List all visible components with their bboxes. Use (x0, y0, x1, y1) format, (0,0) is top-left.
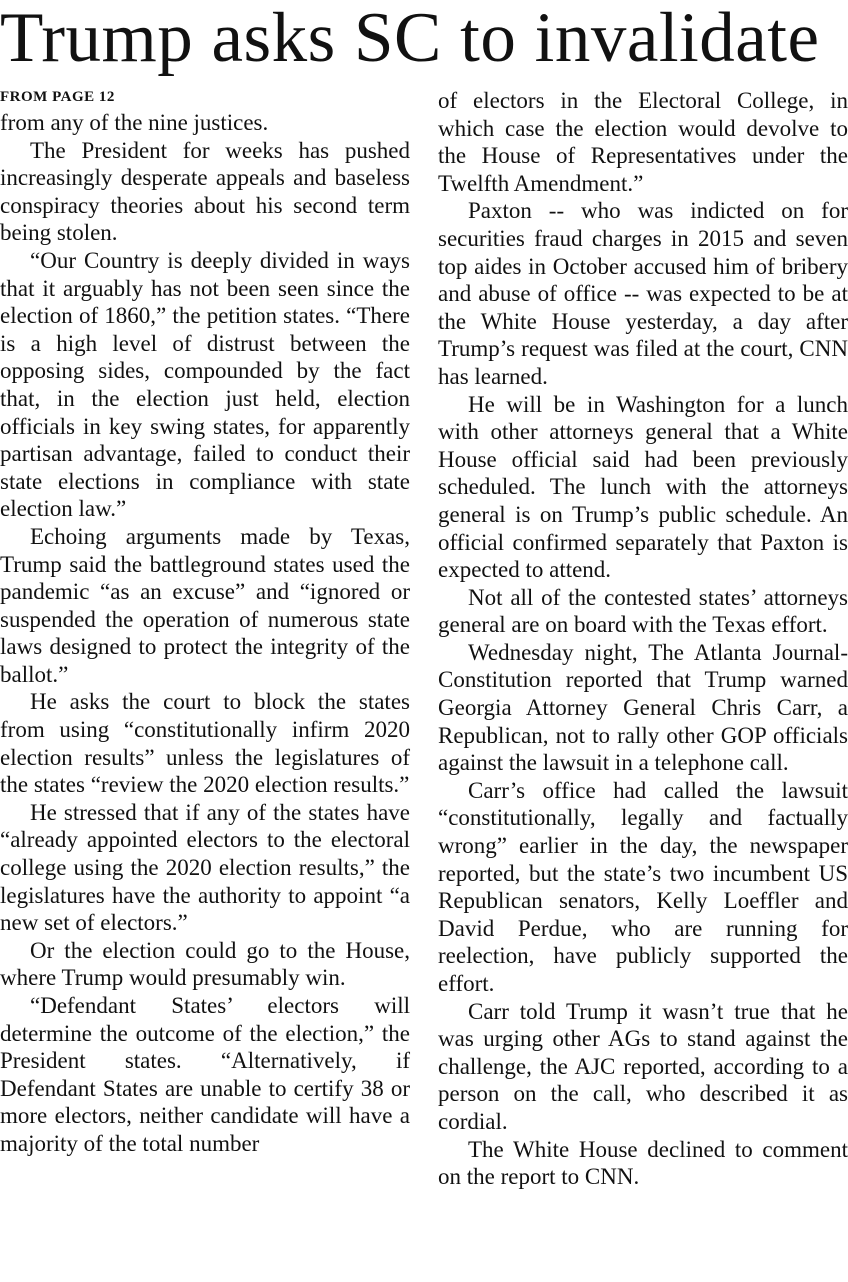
paragraph: Or the election could go to the House, where Trump would presumably win. (0, 937, 410, 991)
paragraph: He will be in Washington for a lunch with other attorneys general that a White House official said had been previously scheduled. The lunch with the attorneys general is on Trump’s public schedule. An official confirmed separately that Paxton is expected to attend. (438, 391, 848, 583)
paragraph: Carr told Trump it wasn’t true that he was urging other AGs to stand against the challenge, the AJC reported, according to a person on the call, who described it as cordial. (438, 998, 848, 1134)
paragraph: He stressed that if any of the states have “already appointed electors to the electoral college using the 2020 election results,” the legislatures have the authority to appoint “a new set of electors.” (0, 799, 410, 936)
paragraph: The President for weeks has pushed increasingly desperate appeals and baseless conspiracy theories about his second term being stolen. (0, 137, 410, 246)
paragraph: Wednesday night, The Atlanta Journal-Constitution reported that Trump warned Georgia Attorney General Chris Carr, a Republican, not to rally other GOP officials against the lawsuit in a telephone call. (438, 639, 848, 776)
paragraph: Paxton -- who was indicted on for securities fraud charges in 2015 and seven top aides in October accused him of bribery and abuse of office -- was expected to be at the White House yesterday, a day after Trump’s request was filed at the court, CNN has learned. (438, 198, 848, 389)
paragraph: The White House declined to comment on the report to CNN. (438, 1136, 848, 1190)
paragraph: from any of the nine justices. (0, 110, 269, 135)
jump-label: FROM PAGE 12 (0, 89, 115, 105)
paragraph: Carr’s office had called the lawsuit “constitutionally, legally and factually wrong” earlier in the day, the newspaper reported, but the state’s two incumbent US Republican senators, Kelly Loeffler and David Perdue, who are running for reelection, have publicly supported the effort. (438, 777, 848, 996)
paragraph: Not all of the contested states’ attorneys general are on board with the Texas effort. (438, 584, 848, 638)
left-column (0, 87, 410, 1158)
paragraph: “Defendant States’ electors will determine the outcome of the election,” the President states. “Alternatively, if Defendant States are unable to certify 38 or more electors, neither candidate will have a majority of the total number (0, 993, 410, 1156)
paragraph: Echoing arguments made by Texas, Trump said the battleground states used the pandemic “as an excuse” and “ignored or suspended the operation of numerous state laws designed to protect the integrity of the ballot.” (0, 523, 410, 687)
paragraph: He asks the court to block the states from using “constitutionally infirm 2020 election results” unless the legislatures of the states “review the 2020 election results.” (0, 689, 410, 798)
paragraph: “Our Country is deeply divided in ways that it arguably has not been seen since the election of 1860,” the petition states. “There is a high level of distrust between the opposing sides, compounded by the fact that, in the election just held, election officials in key swing states, for apparently partisan advantage, failed to conduct their state elections in compliance with state election law.” (0, 247, 410, 522)
right-column (438, 87, 848, 1191)
paragraph: of electors in the Electoral College, in which case the election would devolve to the House of Representatives under the Twelfth Amendment.” (438, 88, 848, 196)
headline: Trump asks SC to invalidate (0, 0, 820, 77)
